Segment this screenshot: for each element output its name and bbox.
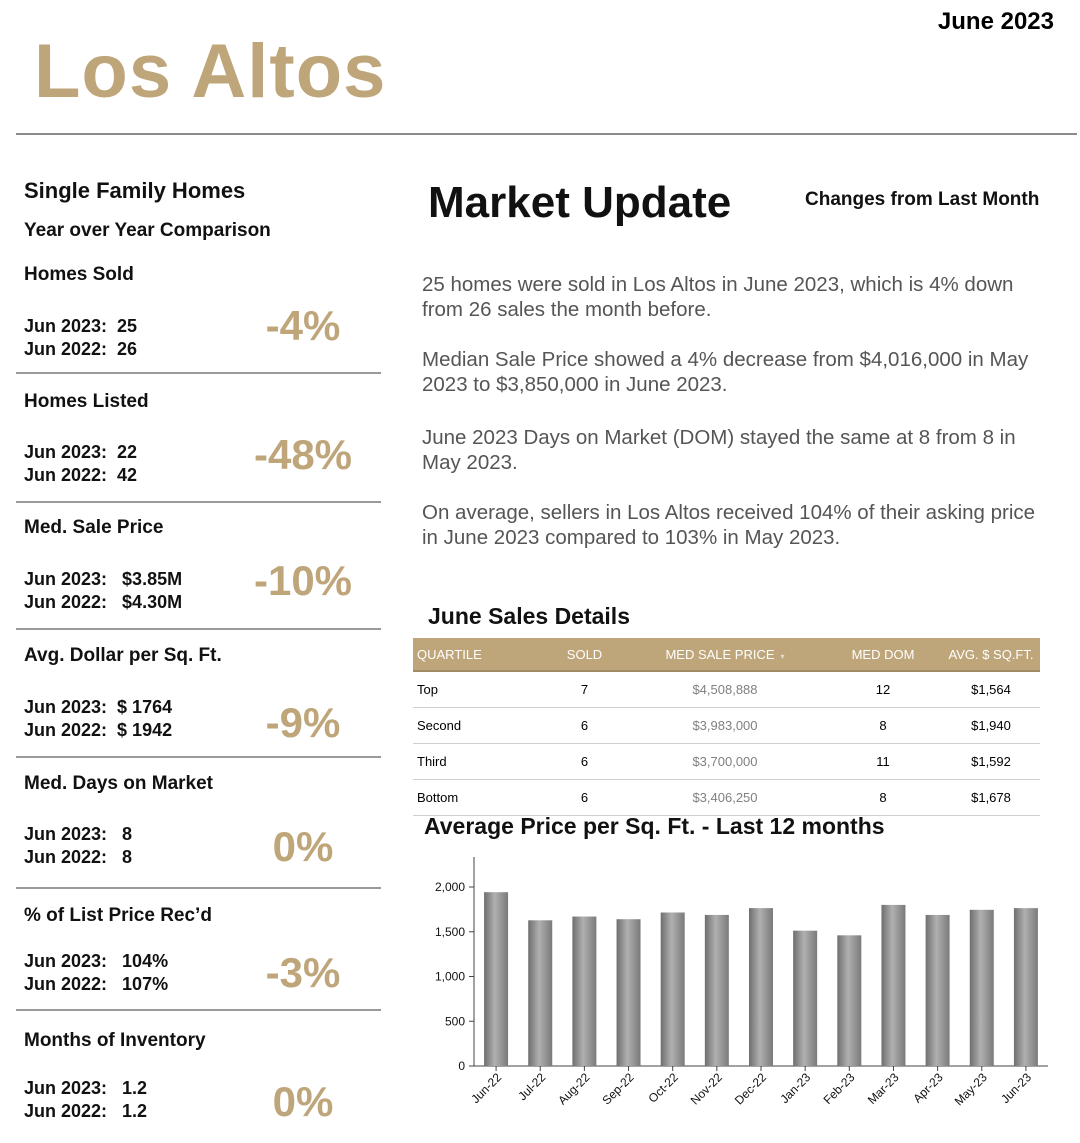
bar — [528, 920, 552, 1066]
metric-title: Med. Sale Price — [24, 517, 164, 538]
metric-previous: Jun 2022: 26 — [24, 339, 138, 359]
cell-med-sale-price: $3,406,250 — [626, 780, 824, 816]
summary-paragraph: June 2023 Days on Market (DOM) stayed the same at 8 from 8 in May 2023. — [422, 426, 1016, 474]
cell-avg-sqft: $1,940 — [942, 708, 1040, 744]
metric-previous: Jun 2022: 107% — [24, 974, 169, 994]
metric-current: Jun 2023: $3.85M — [24, 569, 183, 589]
metric-change: -9% — [265, 699, 341, 746]
table-row — [413, 671, 1040, 708]
bar — [617, 919, 641, 1066]
changes-label: Changes from Last Month — [805, 189, 1040, 210]
column-header-sold: SOLD — [543, 638, 626, 671]
column-header-quartile: QUARTILE — [413, 638, 543, 671]
x-tick-label: Aug-22 — [555, 1070, 593, 1108]
summary-paragraph: On average, sellers in Los Altos received 104% of their asking price in June 2023 compared to 103% in May 2023. — [422, 501, 1036, 549]
cell-quartile: Bottom — [413, 780, 543, 816]
cell-sold: 7 — [543, 671, 626, 708]
city-title: Los Altos — [34, 29, 387, 114]
x-tick-label: Jul-22 — [515, 1070, 549, 1104]
metric-change: -10% — [253, 557, 353, 604]
x-tick-label: Mar-23 — [864, 1070, 902, 1108]
metric-previous: Jun 2022: 8 — [24, 847, 133, 867]
metric-previous: Jun 2022: $4.30M — [24, 592, 183, 612]
bar — [572, 917, 596, 1066]
report-date: June 2023 — [937, 8, 1054, 35]
sales-details-table — [413, 638, 1040, 816]
table-row — [413, 708, 1040, 744]
bar — [484, 892, 508, 1066]
metric-title: Homes Sold — [24, 264, 134, 285]
x-tick-label: Feb-23 — [820, 1070, 858, 1108]
metric-current: Jun 2023: 104% — [24, 951, 169, 971]
metric-divider — [16, 1009, 381, 1011]
metric-current: Jun 2023: 25 — [24, 316, 138, 336]
metric-change: 0% — [272, 823, 334, 870]
y-tick-label: 0 — [458, 1059, 465, 1073]
y-tick-label: 500 — [444, 1014, 465, 1029]
metric-change: -4% — [265, 302, 341, 349]
cell-quartile: Second — [413, 708, 543, 744]
metric-previous: Jun 2022: 42 — [24, 465, 138, 485]
x-tick-label: May-23 — [951, 1070, 990, 1109]
sort-indicator-icon: ▾ — [780, 651, 785, 661]
metric-current: Jun 2023: $ 1764 — [24, 697, 173, 717]
x-tick-label: Nov-22 — [687, 1070, 725, 1108]
y-tick-label: 1,500 — [434, 924, 465, 939]
table-row — [413, 744, 1040, 780]
metric-current: Jun 2023: 1.2 — [24, 1078, 148, 1098]
bar — [661, 913, 685, 1066]
cell-quartile: Third — [413, 744, 543, 780]
bar — [837, 935, 861, 1066]
summary-paragraph: Median Sale Price showed a 4% decrease from $4,016,000 in May 2023 to $3,850,000 in June 2023. — [422, 348, 1029, 396]
y-tick-label: 2,000 — [434, 880, 465, 894]
column-header-label: MED SALE PRICE — [665, 646, 775, 662]
cell-sold: 6 — [543, 744, 626, 780]
metric-current: Jun 2023: 22 — [24, 442, 138, 462]
metric-previous: Jun 2022: $ 1942 — [24, 720, 173, 740]
sales-details-title: June Sales Details — [428, 603, 630, 629]
metric-previous: Jun 2022: 1.2 — [24, 1101, 148, 1121]
bar — [705, 915, 729, 1066]
chart-title: Average Price per Sq. Ft. - Last 12 months — [424, 813, 885, 839]
x-tick-label: Dec-22 — [731, 1070, 770, 1108]
metric-change: 0% — [272, 1078, 334, 1125]
x-tick-label: Jun-22 — [468, 1070, 505, 1107]
summary-paragraph: 25 homes were sold in Los Altos in June 2023, which is 4% down from 26 sales the month before. — [422, 273, 1014, 321]
y-tick-label: 1,000 — [434, 969, 465, 984]
x-tick-label: Jun-23 — [998, 1070, 1035, 1107]
metric-title: Med. Days on Market — [24, 773, 213, 794]
metric-title: Months of Inventory — [24, 1030, 206, 1051]
metric-divider — [16, 501, 381, 503]
cell-med-sale-price: $3,983,000 — [626, 708, 824, 744]
bar — [1014, 908, 1038, 1066]
avg-price-sqft-chart — [410, 848, 1060, 1138]
x-tick-label: Jan-23 — [777, 1070, 814, 1107]
section-subheading: Year over Year Comparison — [24, 220, 271, 241]
metric-divider — [16, 628, 381, 630]
table-row — [413, 780, 1040, 816]
metric-divider — [16, 887, 381, 889]
metric-title: Homes Listed — [24, 391, 149, 412]
column-header-med-dom: MED DOM — [824, 638, 942, 671]
table-header-row — [413, 638, 1040, 671]
cell-sold: 6 — [543, 780, 626, 816]
cell-avg-sqft: $1,564 — [942, 671, 1040, 708]
cell-quartile: Top — [413, 671, 543, 708]
metric-title: % of List Price Rec’d — [24, 905, 212, 926]
header-divider — [16, 133, 1077, 135]
cell-avg-sqft: $1,678 — [942, 780, 1040, 816]
bar — [881, 905, 905, 1066]
cell-med-dom: 8 — [824, 780, 942, 816]
cell-med-sale-price: $3,700,000 — [626, 744, 824, 780]
bar — [793, 931, 817, 1066]
column-header-med-sale-price[interactable] — [626, 638, 824, 671]
bar — [749, 908, 773, 1066]
metric-title: Avg. Dollar per Sq. Ft. — [24, 645, 222, 666]
metric-divider — [16, 372, 381, 374]
market-update-title: Market Update — [428, 178, 732, 227]
metric-divider — [16, 756, 381, 758]
metric-change: -48% — [253, 431, 353, 478]
bar — [970, 910, 994, 1066]
metric-current: Jun 2023: 8 — [24, 824, 133, 844]
column-header-avg-sqft: AVG. $ SQ.FT. — [942, 638, 1040, 671]
metric-change: -3% — [265, 949, 341, 996]
x-tick-label: Sep-22 — [599, 1070, 637, 1108]
cell-sold: 6 — [543, 708, 626, 744]
x-tick-label: Oct-22 — [645, 1070, 681, 1106]
cell-med-dom: 8 — [824, 708, 942, 744]
cell-avg-sqft: $1,592 — [942, 744, 1040, 780]
section-heading: Single Family Homes — [24, 178, 246, 203]
cell-med-dom: 12 — [824, 671, 942, 708]
cell-med-dom: 11 — [824, 744, 942, 780]
bar — [926, 915, 950, 1066]
cell-med-sale-price: $4,508,888 — [626, 671, 824, 708]
x-tick-label: Apr-23 — [910, 1070, 946, 1106]
